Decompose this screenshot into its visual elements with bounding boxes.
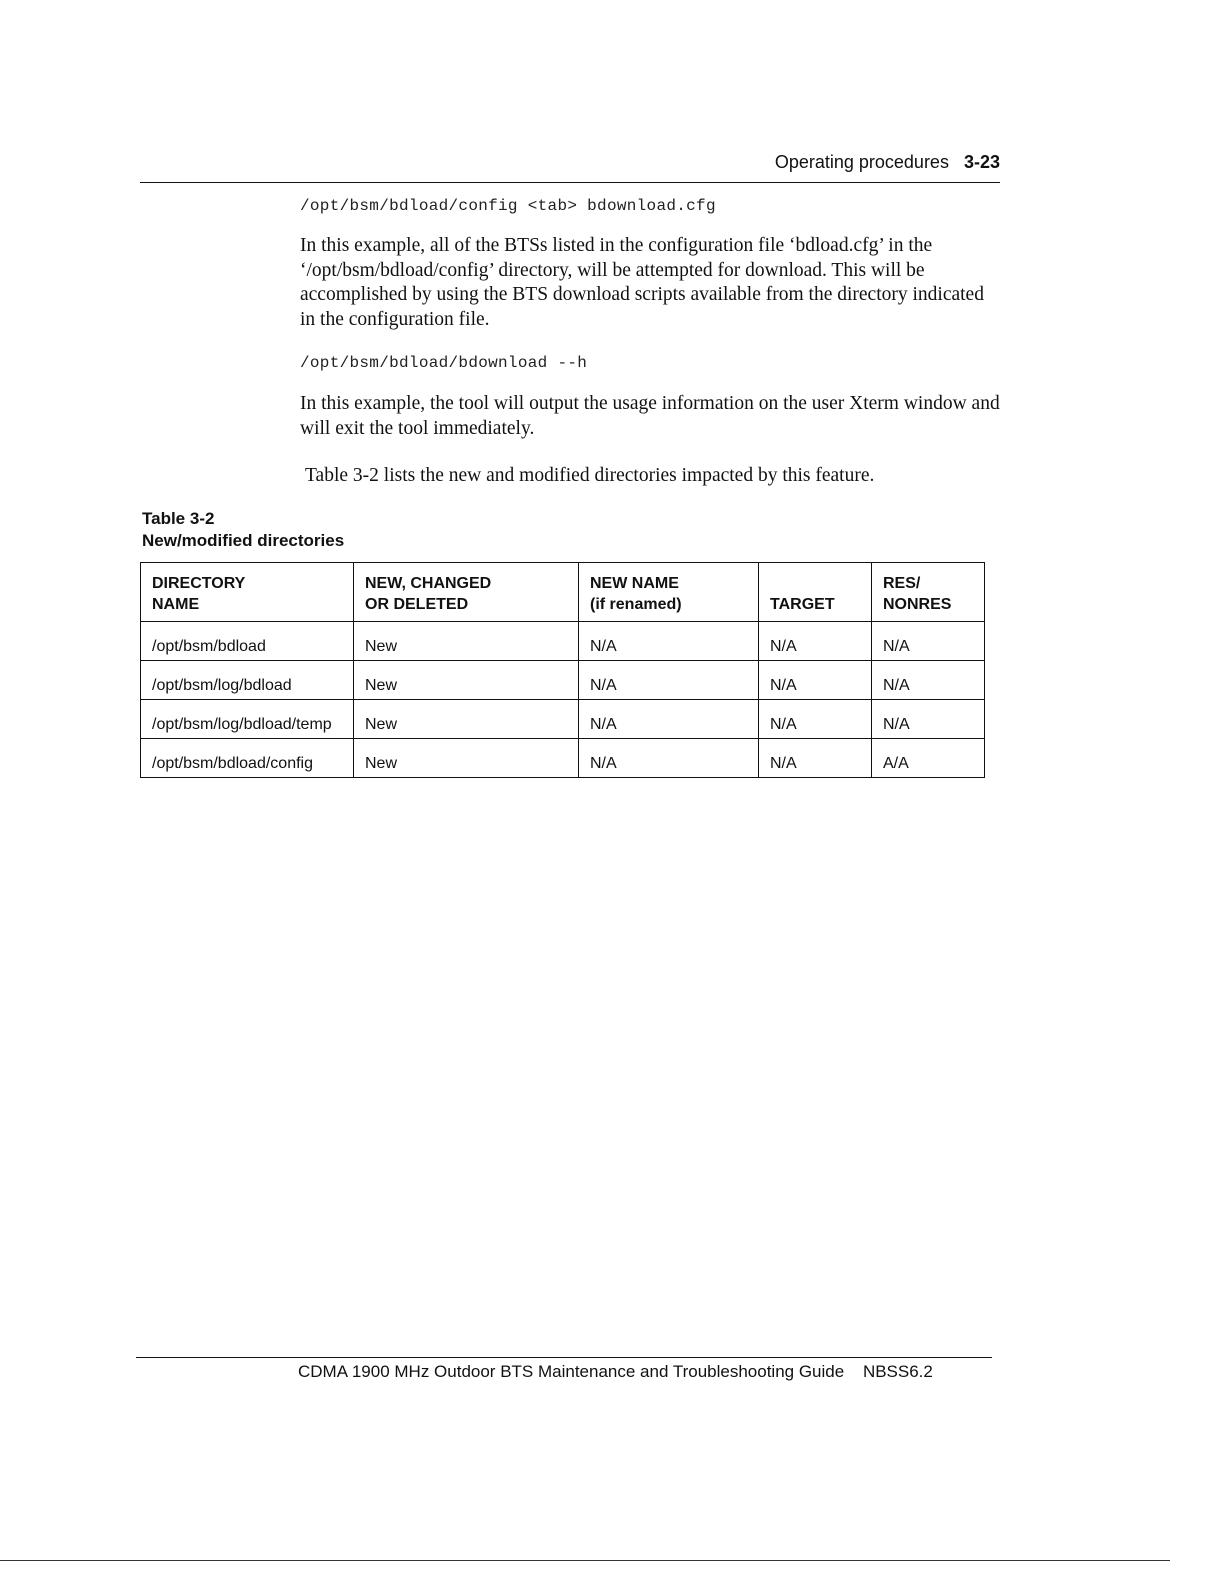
header-line: NEW, CHANGED — [365, 575, 492, 592]
header-res-nonres — [872, 563, 985, 622]
cell-new-name: N/A — [579, 661, 759, 700]
paragraph-table-intro: Table 3-2 lists the new and modified directories impacted by this feature. — [305, 465, 875, 486]
cell-res-nonres: N/A — [872, 622, 985, 661]
header-new-name — [579, 563, 759, 622]
page-header — [140, 150, 1000, 183]
header-line: TARGET — [770, 596, 835, 613]
page-footer — [298, 1362, 933, 1382]
table-row — [141, 622, 985, 661]
table-row — [141, 661, 985, 700]
doc-code: NBSS6.2 — [862, 1362, 933, 1381]
cell-res-nonres: N/A — [872, 661, 985, 700]
paragraph-usage-example: In this example, the tool will output the usage information on the user Xterm window and will exit the tool immediately. — [300, 393, 1000, 439]
table-row — [141, 700, 985, 739]
command-example-2: /opt/bsm/bdload/bdownload --h — [300, 354, 588, 372]
cell-target: N/A — [759, 622, 872, 661]
cell-target: N/A — [759, 700, 872, 739]
cell-status: New — [354, 622, 579, 661]
header-line: RES/ — [883, 575, 921, 592]
cell-new-name: N/A — [579, 622, 759, 661]
header-directory-name — [141, 563, 354, 622]
cell-status: New — [354, 661, 579, 700]
cell-status: New — [354, 739, 579, 778]
header-line: NEW NAME — [590, 575, 679, 592]
cell-status: New — [354, 700, 579, 739]
directories-table — [140, 562, 985, 778]
cell-new-name: N/A — [579, 700, 759, 739]
footer-rule — [136, 1357, 992, 1358]
header-line: NAME — [152, 596, 200, 613]
table-caption — [142, 508, 344, 552]
table-header-row — [141, 563, 985, 622]
guide-title: CDMA 1900 MHz Outdoor BTS Maintenance and Troubleshooting Guide — [298, 1362, 845, 1381]
cell-res-nonres: N/A — [872, 700, 985, 739]
cell-directory: /opt/bsm/log/bdload — [141, 661, 354, 700]
header-target — [759, 563, 872, 622]
command-example-1: /opt/bsm/bdload/config <tab> bdownload.cfg — [300, 197, 716, 215]
header-line: DIRECTORY — [152, 575, 246, 592]
header-line: NONRES — [883, 596, 952, 613]
cell-target: N/A — [759, 661, 872, 700]
page-number: 3-23 — [963, 152, 1000, 172]
cell-new-name: N/A — [579, 739, 759, 778]
cell-target: N/A — [759, 739, 872, 778]
table-row — [141, 739, 985, 778]
header-text — [775, 152, 1000, 173]
cell-directory: /opt/bsm/bdload — [141, 622, 354, 661]
cell-directory: /opt/bsm/log/bdload/temp — [141, 700, 354, 739]
header-line: (if renamed) — [590, 596, 682, 613]
header-new-changed-deleted — [354, 563, 579, 622]
header-line: OR DELETED — [365, 596, 469, 613]
table-caption-number: Table 3-2 — [142, 509, 215, 528]
table-caption-title: New/modified directories — [142, 531, 345, 550]
section-title: Operating procedures — [774, 152, 949, 172]
paragraph-config-example: In this example, all of the BTSs listed in the configuration file ‘bdload.cfg’ in the ‘/opt/bsm/bdload/config’ directory, will be attempted for download. This will be accomplished by using the BTS download scripts available from the directory indicated in the configuration file. — [300, 235, 984, 330]
scan-edge-line — [0, 1560, 1170, 1561]
cell-res-nonres: A/A — [872, 739, 985, 778]
cell-directory: /opt/bsm/bdload/config — [141, 739, 354, 778]
